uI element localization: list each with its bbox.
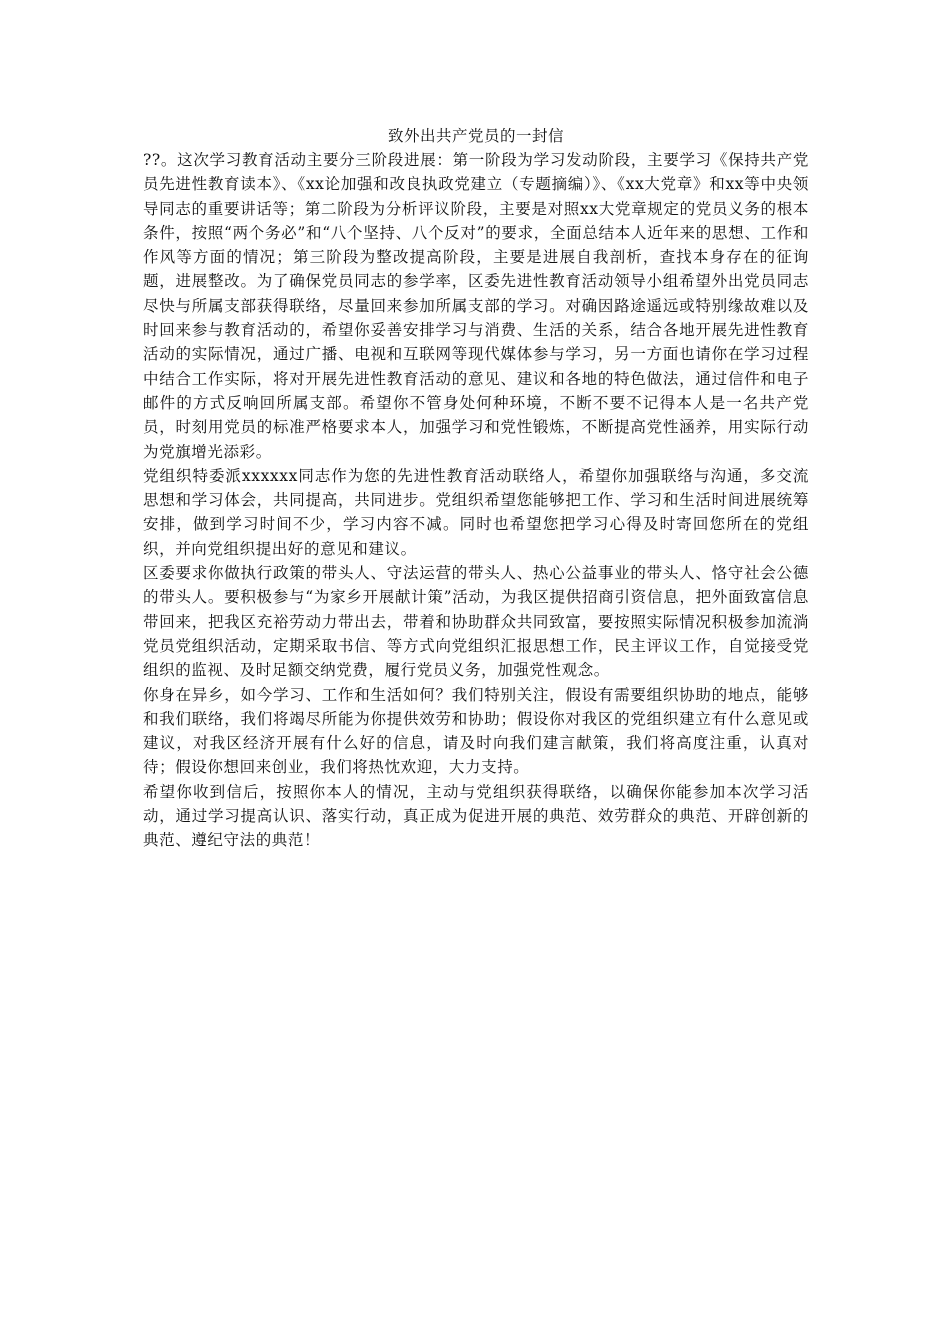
document-page [143,124,809,853]
paragraph-closing: 希望你收到信后，按照你本人的情况，主动与党组织获得联络，以确保你能参加本次学习活动，通过学习提高认识、落实行动，真正成为促进开展的典范、效劳群众的典范、开辟创新的典范、遵纪守法的典范！ [143,782,809,850]
paragraph-study-stages: ??。这次学习教育活动主要分三阶段进展：第一阶段为学习发动阶段，主要学习《保持共产党员先进性教育读本》、《xx论加强和改良执政党建立（专题摘编）》、《xx大党章》和xx等中央领导同志的重要讲话等；第二阶段为分析评议阶段，主要是对照xx大党章规定的党员义务的根本条件，按照“两个务必”和“八个坚持、八个反对”的要求，全面总结本人近年来的思想、工作和作风等方面的情况；第三阶段为整改提高阶段，主要是进展自我剖析，查找本身存在的征询题，进展整改。为了确保党员同志的参学率，区委先进性教育活动领导小组希望外出党员同志尽快与所属支部获得联络，尽量回来参加所属支部的学习。对确因路途遥远或特别缘故难以及时回来参与教育活动的，希望你妥善安排学习与消费、生活的关系，结合各地开展先进性教育活动的实际情况，通过广播、电视和互联网等现代媒体参与学习，另一方面也请你在学习过程中结合工作实际，将对开展先进性教育活动的意见、建议和各地的特色做法，通过信件和电子邮件的方式反响回所属支部。希望你不管身处何种环境，不断不要不记得本人是一名共产党员，时刻用党员的标准严格要求本人，加强学习和党性锻炼，不断提高党性涵养，用实际行动为党旗增光添彩。 [143,151,809,461]
document-title: 致外出共产党员的一封信 [387,127,564,145]
paragraph-liaison: 党组织特委派xxxxxx同志作为您的先进性教育活动联络人，希望你加强联络与沟通，多交流思想和学习体会，共同提高，共同进步。党组织希望您能够把工作、学习和生活时间进展统筹安排，做到学习时间不少，学习内容不减。同时也希望您把学习心得及时寄回您所在的党组织，并向党组织提出好的意见和建议。 [143,466,809,558]
paragraph-requirements: 区委要求你做执行政策的带头人、守法运营的带头人、热心公益事业的带头人、恪守社会公德的带头人。要积极参与“为家乡开展献计策”活动，为我区提供招商引资信息，把外面致富信息带回来，把我区充裕劳动力带出去，带着和协助群众共同致富，要按照实际情况积极参加流淌党员党组织活动，定期采取书信、等方式向党组织汇报思想工作，民主评议工作，自觉接受党组织的监视、及时足额交纳党费，履行党员义务，加强党性观念。 [143,564,809,680]
paragraph-care: 你身在异乡，如今学习、工作和生活如何？我们特别关注，假设有需要组织协助的地点，能够和我们联络，我们将竭尽所能为你提供效劳和协助；假设你对我区的党组织建立有什么意见或建议，对我区经济开展有什么好的信息，请及时向我们建言献策，我们将高度注重，认真对待；假设你想回来创业，我们将热忱欢迎，大力支持。 [143,685,809,777]
